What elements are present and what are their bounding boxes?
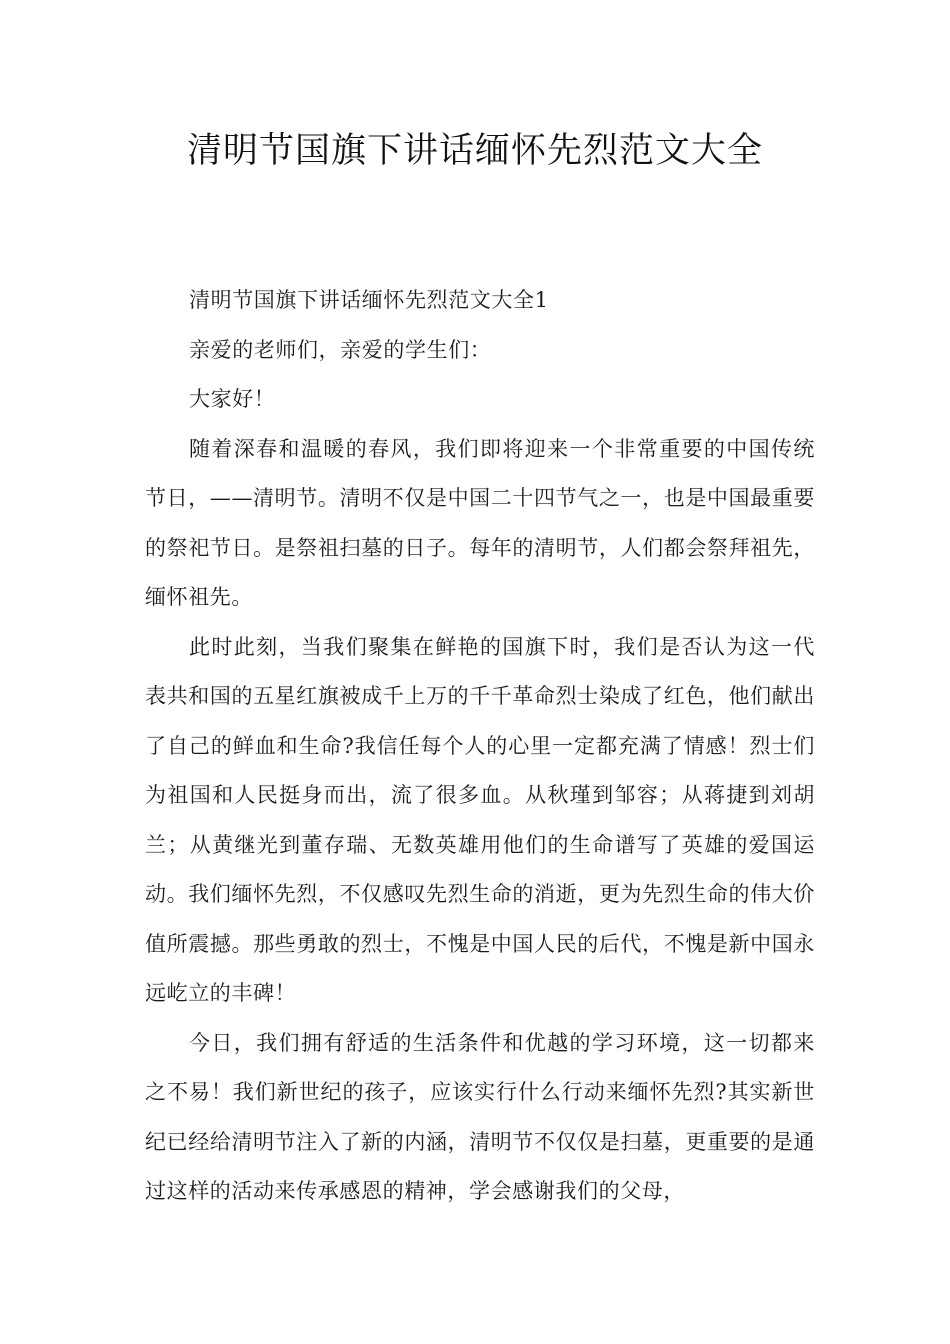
document-body: [145, 276, 815, 1217]
paragraph-greeting: 亲爱的老师们，亲爱的学生们：: [189, 337, 492, 362]
paragraph-subtitle: 清明节国旗下讲话缅怀先烈范文大全1: [189, 288, 549, 312]
paragraph-hello: 大家好！: [189, 387, 276, 411]
paragraph-body: 随着深春和温暖的春风，我们即将迎来一个非常重要的中国传统节日，——清明节。清明不仅是中国二十四节气之一，也是中国最重要的祭祀节日。是祭祖扫墓的日子。每年的清明节，人们都会祭拜祖先，缅怀祖先。: [145, 436, 815, 609]
document-title: 清明节国旗下讲话缅怀先烈范文大全: [186, 131, 763, 171]
paragraph-body: 此时此刻，当我们聚集在鲜艳的国旗下时，我们是否认为这一代表共和国的五星红旗被成千上万的千千革命烈士染成了红色，他们献出了自己的鲜血和生命?我信任每个人的心里一定都充满了情感！烈士们为祖国和人民挺身而出，流了很多血。从秋瑾到邹容；从蒋捷到刘胡兰；从黄继光到董存瑞、无数英雄用他们的生命谱写了英雄的爱国运动。我们缅怀先烈，不仅感叹先烈生命的消逝，更为先烈生命的伟大价值所震撼。那些勇敢的烈士，不愧是中国人民的后代，不愧是新中国永远屹立的丰碑！: [145, 634, 815, 1005]
paragraph-body: 今日，我们拥有舒适的生活条件和优越的学习环境，这一切都来之不易！我们新世纪的孩子，应该实行什么行动来缅怀先烈?其实新世纪已经给清明节注入了新的内涵，清明节不仅仅是扫墓，更重要的是通过这样的活动来传承感恩的精神，学会感谢我们的父母，: [145, 1030, 815, 1203]
